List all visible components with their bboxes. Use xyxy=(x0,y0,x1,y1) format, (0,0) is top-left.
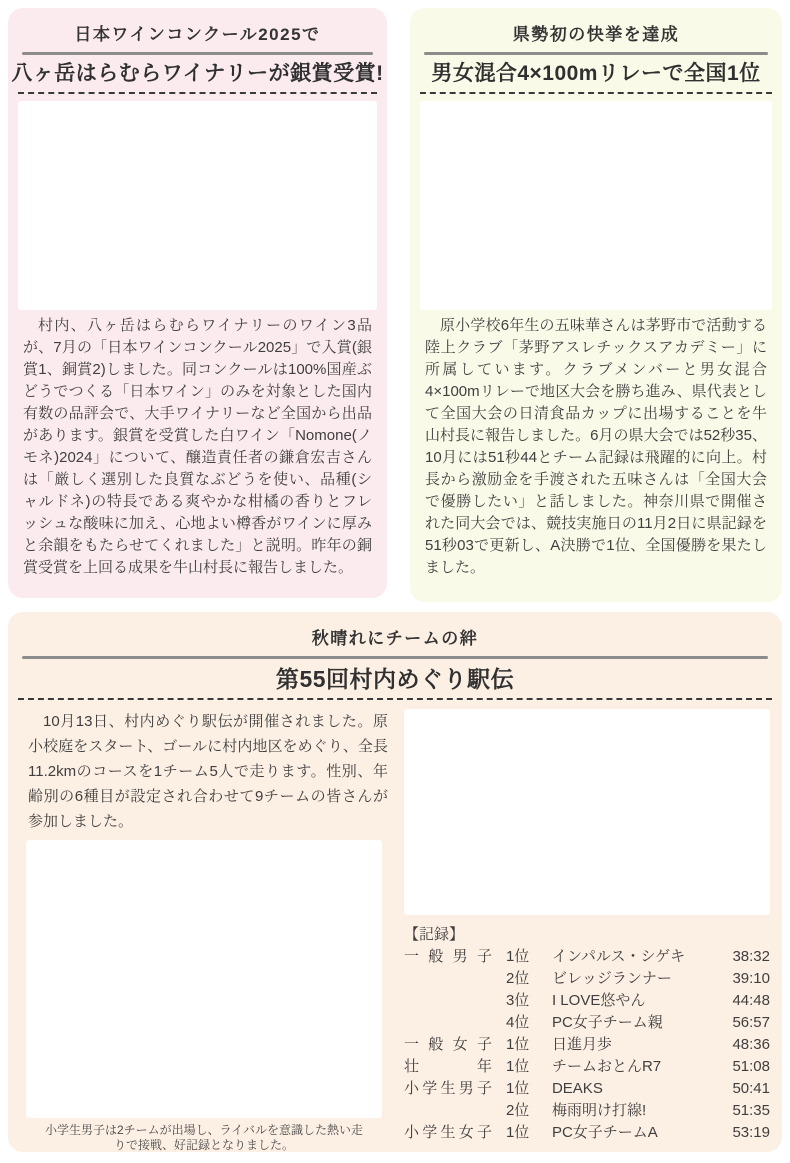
relay-headline: 男女混合4×100mリレーで全国1位 xyxy=(431,62,761,85)
record-team: PC女子チーム親 xyxy=(551,1014,663,1031)
wine-photo-placeholder xyxy=(18,101,377,310)
ekiden-columns xyxy=(8,700,782,1152)
record-team: PC女子チームA xyxy=(551,1124,658,1141)
record-time: 38:32 xyxy=(732,948,770,965)
record-category xyxy=(404,1100,492,1122)
record-category: 小学生男子 xyxy=(403,1080,492,1097)
article-wine-award xyxy=(8,8,387,598)
ekiden-photo-caption: 小学生男子は2チームが出場し、ライバルを意識した熱い走りで接戦、好記録となりました。 xyxy=(44,1123,364,1152)
record-category: 壮年 xyxy=(403,1058,492,1075)
record-row xyxy=(404,1122,770,1144)
record-team: 日進月歩 xyxy=(551,1036,612,1053)
record-category: 一般男子 xyxy=(403,948,492,965)
records-table xyxy=(404,946,770,1144)
relay-title-rule xyxy=(424,52,768,55)
record-team: チームおとんR7 xyxy=(551,1058,662,1075)
records-label: 【記録】 xyxy=(403,926,464,943)
wine-body: 村内、八ヶ岳はらむらワイナリーのワイン3品が、7月の「日本ワインコンクール2025」で入賞(銀賞1、銅賞2)しました。同コンクールは100%国産ぶどうでつくる「日本ワイン」のみを対象とした国内有数の品評会で、大手ワイナリーなど全国から出品があります。銀賞を受賞した白ワイン「Nomone(ノモネ)2024」について、醸造責任者の鎌倉宏吉さんは「厳しく選別した良質なぶどうを使い、品種(シャルドネ)の特長である爽やかな柑橘の香りとフレッシュな酸味に加え、心地よい樽香がワインに厚みと余韻をもたらせてくれました」と説明。昨年の銅賞受賞を上回る成果を牛山村長に報告しました。 xyxy=(23,317,372,576)
record-category: 一般女子 xyxy=(403,1036,492,1053)
record-row xyxy=(404,1012,770,1034)
record-row xyxy=(404,1034,770,1056)
record-rank: 1位 xyxy=(505,948,530,965)
record-time: 51:35 xyxy=(732,1102,770,1119)
record-rank: 1位 xyxy=(505,1124,530,1141)
record-time: 44:48 xyxy=(732,992,770,1009)
wine-headline: 八ヶ岳はらむらワイナリーが銀賞受賞! xyxy=(11,62,384,85)
record-team: ビレッジランナー xyxy=(551,970,672,987)
record-category: 小学生女子 xyxy=(403,1124,492,1141)
ekiden-right-column xyxy=(390,709,770,1152)
record-rank: 3位 xyxy=(505,992,530,1009)
ekiden-title-rule xyxy=(22,656,768,659)
ekiden-kicker: 秋晴れにチームの絆 xyxy=(311,629,479,648)
record-time: 56:57 xyxy=(732,1014,770,1031)
relay-body: 原小学校6年生の五味華さんは茅野市で活動する陸上クラブ「茅野アスレチックスアカデミー」に所属しています。クラブメンバーと男女混合4×100mリレーで地区大会を勝ち進み、県代表として全国大会の日清食品カップに出場することを牛山村長に報告しました。6月の県大会では52秒35、10月には51秒44とチーム記録は飛躍的に向上。村長から激励金を手渡された五味さんは「全国大会で優勝したい」と話しました。神奈川県で開催された同大会では、競技実施日の11月2日に県記録を51秒03で更新し、A決勝で1位、全国優勝を果たしました。 xyxy=(425,317,767,576)
record-category xyxy=(404,990,492,1012)
record-rank: 2位 xyxy=(505,970,530,987)
record-team: インパルス・シゲキ xyxy=(551,948,686,965)
record-category xyxy=(404,968,492,990)
record-time: 39:10 xyxy=(732,970,770,987)
record-team: 梅雨明け打線! xyxy=(551,1102,647,1119)
record-time: 51:08 xyxy=(732,1058,770,1075)
ekiden-left-column xyxy=(18,709,390,1152)
record-row xyxy=(404,968,770,990)
record-row xyxy=(404,1056,770,1078)
record-row xyxy=(404,1078,770,1100)
record-row xyxy=(404,946,770,968)
wine-title-rule xyxy=(22,52,373,55)
relay-dashed-divider xyxy=(420,92,772,94)
wine-kicker: 日本ワインコンクール2025で xyxy=(74,25,321,44)
record-rank: 4位 xyxy=(505,1014,530,1031)
record-time: 50:41 xyxy=(732,1080,770,1097)
ekiden-photo-placeholder xyxy=(26,840,382,1118)
record-category xyxy=(404,1012,492,1034)
record-time: 48:36 xyxy=(732,1036,770,1053)
record-rank: 2位 xyxy=(505,1102,530,1119)
ekiden-results-photo-placeholder xyxy=(404,709,770,915)
record-rank: 1位 xyxy=(505,1058,530,1075)
record-rank: 1位 xyxy=(505,1080,530,1097)
relay-kicker: 県勢初の快挙を達成 xyxy=(512,25,680,44)
wine-dashed-divider xyxy=(18,92,377,94)
record-rank: 1位 xyxy=(505,1036,530,1053)
article-relay-victory xyxy=(410,8,782,602)
ekiden-body: 10月13日、村内めぐり駅伝が開催されました。原小校庭をスタート、ゴールに村内地区をめぐり、全長11.2kmのコースを1チーム5人で走ります。性別、年齢別の6種目が設定され合わせて9チームの皆さんが参加しました。 xyxy=(28,713,388,830)
record-row xyxy=(404,1100,770,1122)
record-team: DEAKS xyxy=(551,1080,603,1097)
ekiden-headline: 第55回村内めぐり駅伝 xyxy=(275,666,515,692)
relay-photo-placeholder xyxy=(420,101,772,310)
record-team: I LOVE悠やん xyxy=(551,992,646,1009)
records-section xyxy=(404,924,770,1144)
article-ekiden xyxy=(8,612,782,1152)
record-row xyxy=(404,990,770,1012)
record-time: 53:19 xyxy=(732,1124,770,1141)
